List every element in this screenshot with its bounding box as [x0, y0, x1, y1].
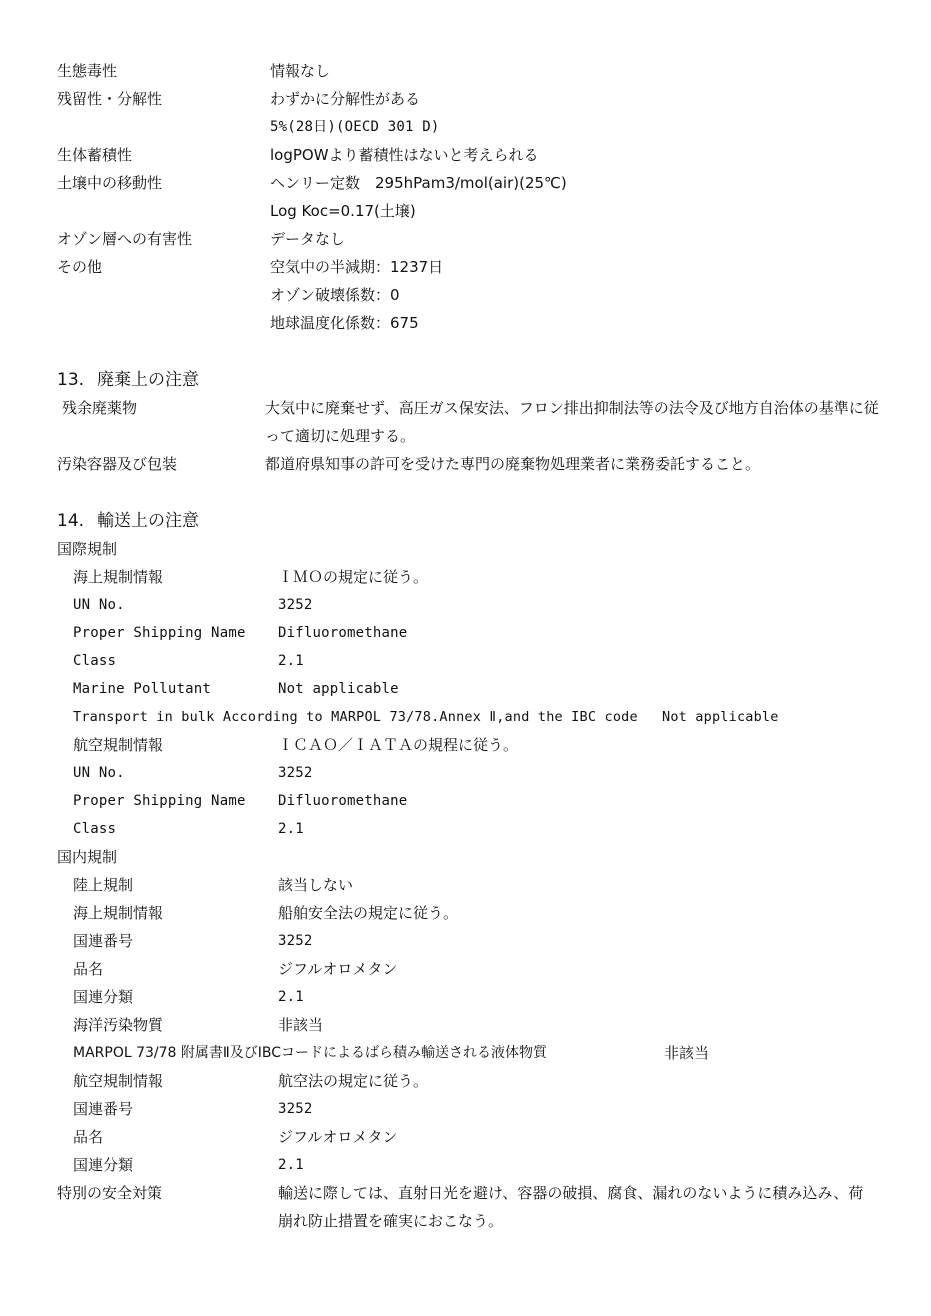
field-label: 残留性・分解性 [57, 90, 163, 108]
field-label: 陸上規制 [73, 876, 134, 894]
field-value: ヘンリー定数 295hPam3/mol(air)(25℃) [270, 174, 567, 192]
field-value: Log Koc=0.17(土壌) [270, 202, 416, 220]
field-label: 国連番号 [73, 1100, 134, 1118]
field-label: 海上規制情報 [73, 904, 164, 922]
field-value: 2.1 [278, 989, 304, 1005]
field-value: ＩＣＡＯ／ＩＡＴＡの規程に従う。 [278, 736, 519, 754]
special-value: 輸送に際しては、直射日光を避け、容器の破損、腐食、漏れのないように積み込み、荷崩れ防止措置を確実におこなう。 [278, 1184, 864, 1230]
field-value: 該当しない [278, 876, 354, 894]
field-value: 非該当 [278, 1016, 324, 1034]
field-label: 国連分類 [73, 988, 134, 1006]
field-label: 汚染容器及び包装 [57, 455, 178, 473]
field-value: 地球温度化係数：675 [270, 314, 419, 332]
field-label: 土壌中の移動性 [57, 174, 163, 192]
section-number: 14. [57, 511, 85, 531]
field-value: ジフルオロメタン [278, 1128, 398, 1146]
subsection-label: 国際規制 [57, 540, 118, 558]
field-label: Marine Pollutant [73, 681, 212, 697]
field-label: 残余廃薬物 [62, 399, 138, 417]
field-value: オゾン破壊係数：0 [270, 286, 400, 304]
field-label: Class [73, 821, 117, 837]
field-value: 空気中の半減期：1237日 [270, 258, 444, 276]
field-label: 海上規制情報 [73, 568, 164, 586]
field-value: わずかに分解性がある [270, 90, 421, 108]
field-label: オゾン層への有害性 [57, 230, 193, 248]
residue-value: 大気中に廃棄せず、高圧ガス保安法、フロン排出抑制法等の法令及び地方自治体の基準に従って適切に処理する。 [265, 399, 879, 445]
field-label: 生態毒性 [57, 62, 118, 80]
field-value: データなし [270, 230, 346, 248]
field-label: 生体蓄積性 [57, 146, 133, 164]
field-value: ＩＭＯの規定に従う。 [278, 568, 429, 586]
field-label: 海洋汚染物質 [73, 1016, 164, 1034]
field-value: 3252 [278, 597, 313, 613]
field-label: MARPOL 73/78 附属書Ⅱ及びIBCコードによるばら積み輸送される液体物質 [73, 1045, 548, 1061]
field-label: Transport in bulk According to MARPOL 73/78.Annex Ⅱ,and the IBC code [73, 709, 638, 725]
field-label: 特別の安全対策 [57, 1184, 163, 1202]
section-14-heading [57, 506, 199, 536]
field-value: 都道府県知事の許可を受けた専門の廃棄物処理業者に業務委託すること。 [265, 455, 761, 473]
field-value: 3252 [278, 765, 313, 781]
field-value: Difluoromethane [278, 625, 408, 641]
field-label: 航空規制情報 [73, 1072, 164, 1090]
field-value: 航空法の規定に従う。 [278, 1072, 429, 1090]
section-number: 13. [57, 370, 85, 390]
field-label: Proper Shipping Name [73, 793, 246, 809]
section-title: 輸送上の注意 [97, 511, 199, 531]
field-label: UN No. [73, 597, 125, 613]
field-value: 2.1 [278, 1157, 304, 1173]
field-value: Not applicable [662, 709, 779, 725]
field-label: Class [73, 653, 117, 669]
field-value: 3252 [278, 933, 313, 949]
subsection-label: 国内規制 [57, 848, 118, 866]
section-13-heading [57, 365, 199, 395]
field-value: Difluoromethane [278, 793, 408, 809]
field-value: 5%(28日)(OECD 301 D) [270, 119, 440, 135]
field-value: 2.1 [278, 653, 304, 669]
field-value: 2.1 [278, 821, 304, 837]
field-value: Not applicable [278, 681, 399, 697]
field-label: その他 [57, 258, 103, 276]
section-title: 廃棄上の注意 [97, 370, 199, 390]
field-value: ジフルオロメタン [278, 960, 398, 978]
field-label: 国連番号 [73, 932, 134, 950]
field-label: 航空規制情報 [73, 736, 164, 754]
field-value: 3252 [278, 1101, 313, 1117]
field-label: Proper Shipping Name [73, 625, 246, 641]
field-label: 国連分類 [73, 1156, 134, 1174]
field-value: 船舶安全法の規定に従う。 [278, 904, 459, 922]
field-label: UN No. [73, 765, 125, 781]
field-label: 品名 [73, 1128, 104, 1146]
field-value: 情報なし [270, 62, 331, 80]
field-value: logPOWより蓄積性はないと考えられる [270, 146, 539, 164]
field-value: 非該当 [664, 1044, 710, 1062]
field-label: 品名 [73, 960, 104, 978]
